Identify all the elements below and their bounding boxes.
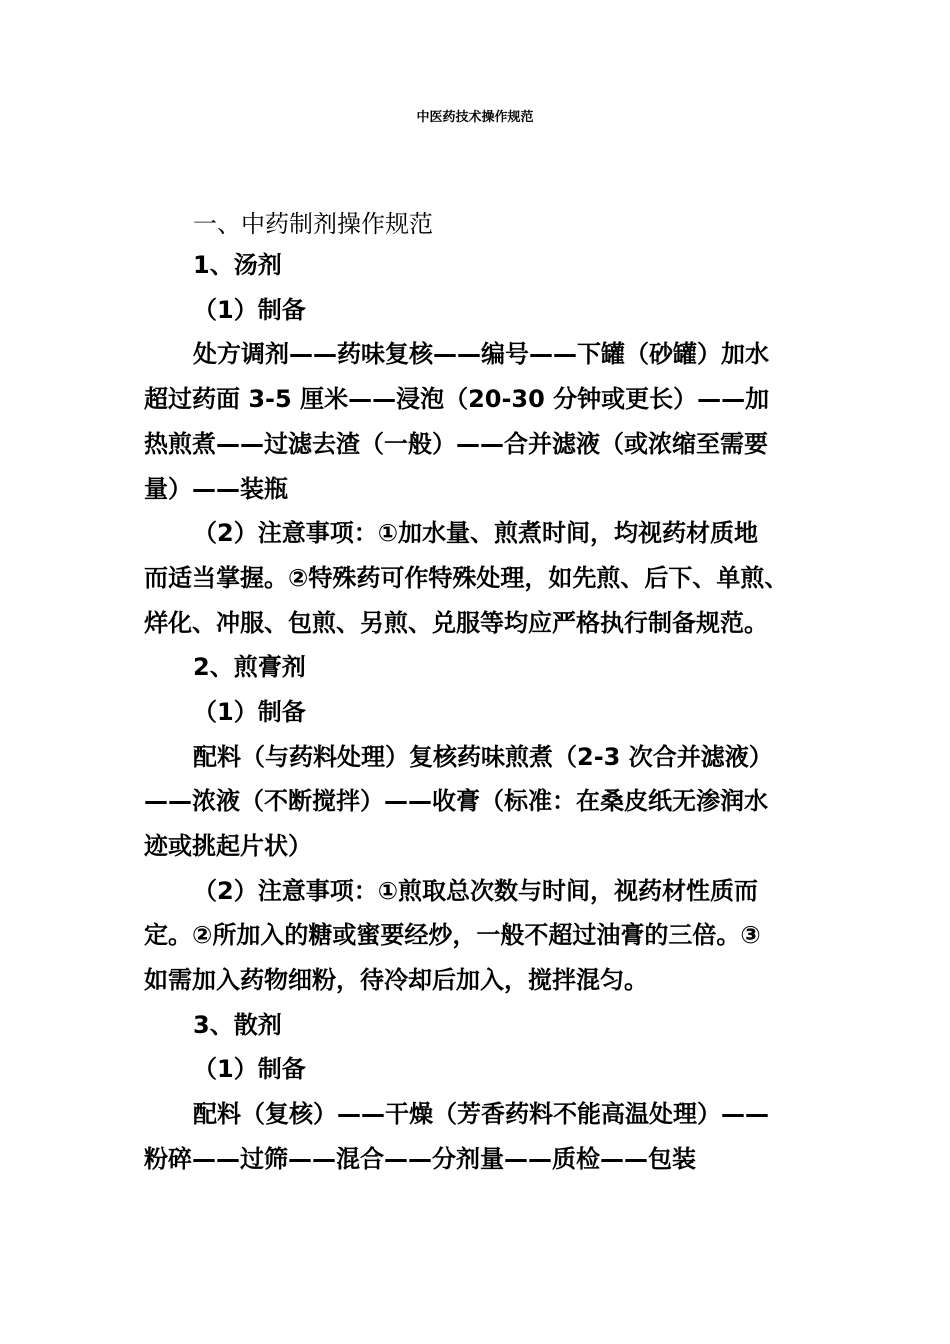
subsection-heading: 3、散剂 (193, 1011, 282, 1039)
section-heading: 一、中药制剂操作规范 (193, 210, 433, 238)
paragraph-line: （2）注意事项：①煎取总次数与时间，视药材性质而 (193, 877, 759, 905)
paragraph-line: 配料（与药料处理）复核药味煎煮（2-3 次合并滤液） (193, 743, 773, 771)
paragraph-line: 量）——装瓶 (144, 475, 288, 503)
paragraph-line: 迹或挑起片状） (144, 832, 312, 860)
document-title: 中医药技术操作规范 (416, 110, 534, 125)
paragraph-line: 而适当掌握。②特殊药可作特殊处理，如先煎、后下、单煎、 (144, 564, 789, 592)
subsection-heading: 1、汤剂 (193, 251, 282, 279)
item-heading: （1）制备 (193, 296, 306, 324)
paragraph-line: 烊化、冲服、包煎、另煎、兑服等均应严格执行制备规范。 (144, 609, 768, 637)
item-heading: （1）制备 (193, 1055, 306, 1083)
paragraph-line: 粉碎——过筛——混合——分剂量——质检——包装 (144, 1145, 696, 1173)
paragraph-line: 处方调剂——药味复核——编号——下罐（砂罐）加水 (193, 340, 769, 368)
subsection-heading: 2、煎膏剂 (193, 653, 306, 681)
paragraph-line: 超过药面 3-5 厘米——浸泡（20-30 分钟或更长）——加 (144, 385, 770, 413)
paragraph-line: ——浓液（不断搅拌）——收膏（标准：在桑皮纸无渗润水 (144, 787, 768, 815)
paragraph-line: 如需加入药物细粉，待冷却后加入，搅拌混匀。 (144, 966, 648, 994)
item-heading: （1）制备 (193, 698, 306, 726)
paragraph-line: 配料（复核）——干燥（芳香药料不能高温处理）—— (193, 1100, 769, 1128)
paragraph-line: 热煎煮——过滤去渣（一般）——合并滤液（或浓缩至需要 (144, 430, 768, 458)
paragraph-line: （2）注意事项：①加水量、煎煮时间，均视药材质地 (193, 519, 759, 547)
paragraph-line: 定。②所加入的糖或蜜要经炒，一般不超过油膏的三倍。③ (144, 921, 761, 949)
